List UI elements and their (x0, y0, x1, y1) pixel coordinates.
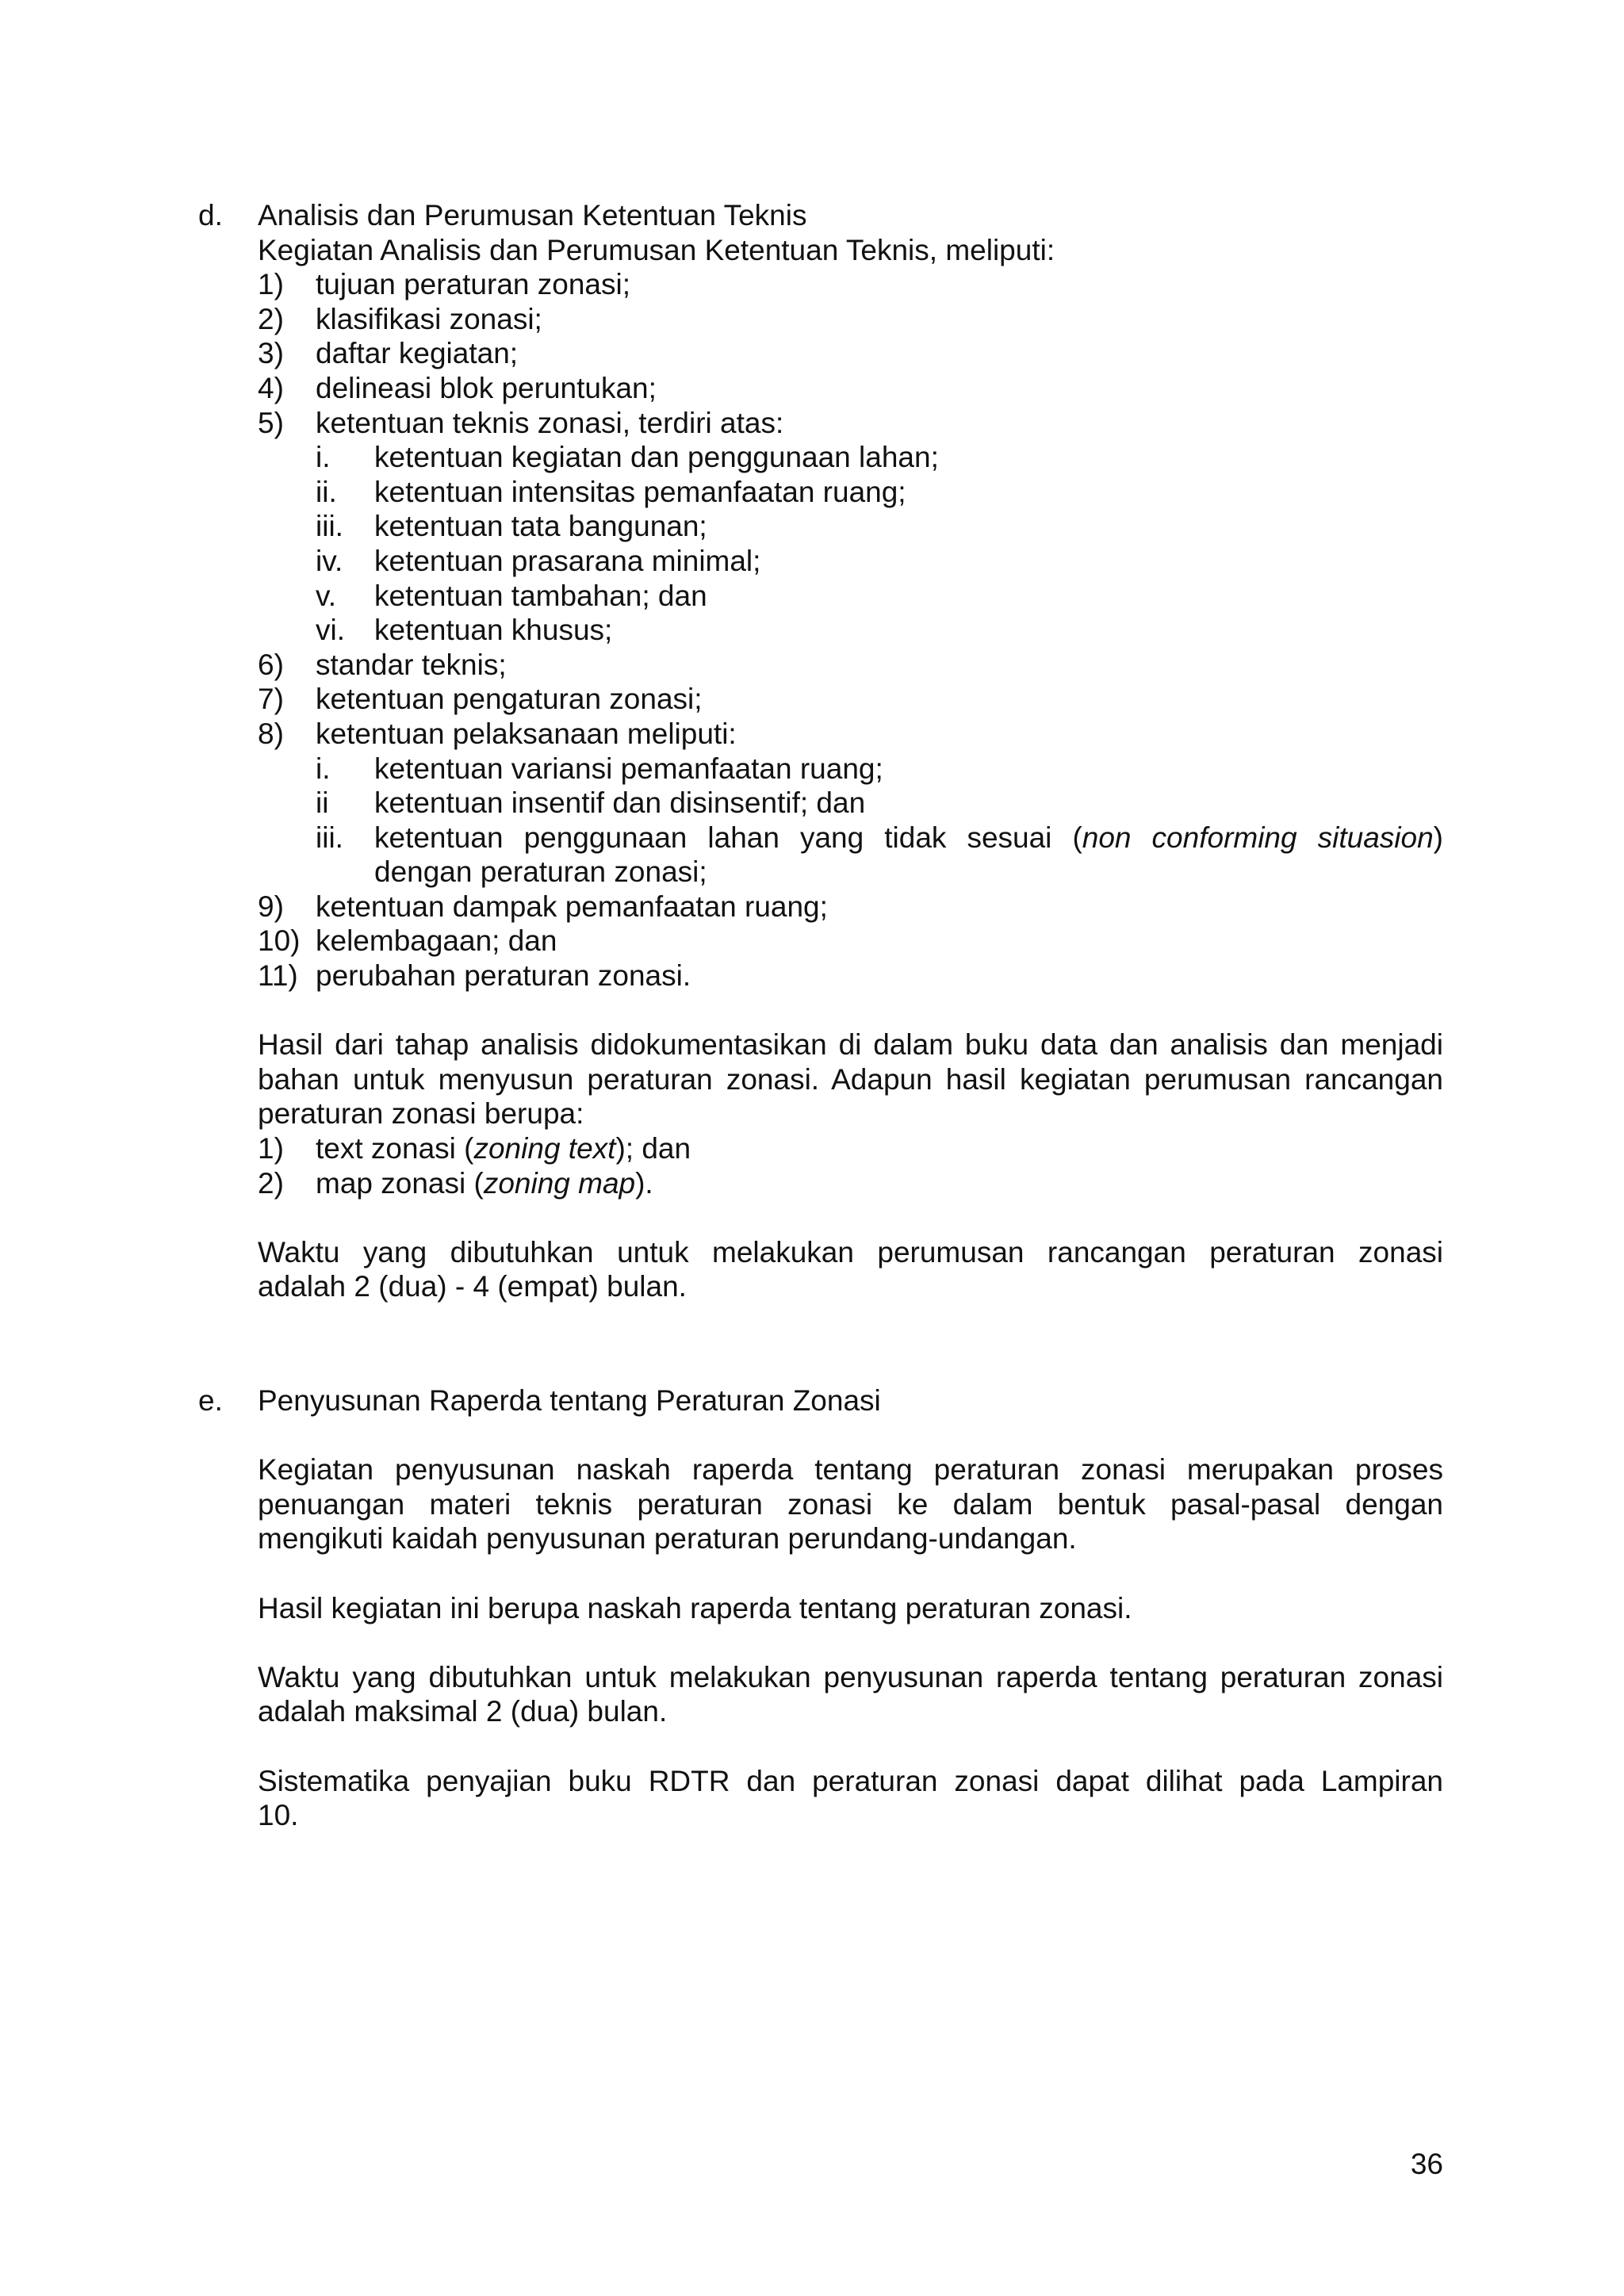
spacer (258, 1625, 1443, 1660)
sub-list-item (258, 579, 1443, 614)
paragraph-line: bahan untuk menyusun peraturan zonasi. Adapun hasil kegiatan perumusan rancangan (258, 1062, 1443, 1096)
paragraph-line: Waktu yang dibutuhkan untuk melakukan perumusan rancangan peraturan zonasi (258, 1235, 1443, 1269)
item-text: ketentuan teknis zonasi, terdiri atas: (316, 406, 784, 439)
sub-list-item (258, 475, 1443, 510)
item-number: 6) (258, 648, 284, 681)
item-text: standar teknis; (316, 648, 507, 681)
list-item (258, 1166, 1443, 1201)
spacer (258, 1729, 1443, 1764)
italic-term: zoning text (473, 1132, 616, 1165)
sub-item-text: ketentuan kegiatan dan penggunaan lahan; (374, 441, 939, 474)
item-number: 3) (258, 337, 284, 370)
list-item (258, 959, 1443, 993)
section-d-body (258, 198, 1443, 1304)
item-text: ketentuan pengaturan zonasi; (316, 683, 703, 716)
sub-item-text: ketentuan intensitas pemanfaatan ruang; (374, 475, 906, 508)
paragraph-line: Sistematika penyajian buku RDTR dan peraturan zonasi dapat dilihat pada Lampiran (258, 1764, 1443, 1797)
sub-item-text: ketentuan variansi pemanfaatan ruang; (374, 752, 883, 785)
list-item (258, 267, 1443, 302)
item-text: tujuan peraturan zonasi; (316, 268, 630, 301)
paragraph-line: penuangan materi teknis peraturan zonasi ke dalam bentuk pasal-pasal dengan (258, 1487, 1443, 1521)
list-item (258, 717, 1443, 752)
item-number: 10) (258, 924, 301, 958)
section-d-title: Analisis dan Perumusan Ketentuan Teknis (258, 199, 807, 232)
sub-item-number: iii. (316, 510, 343, 543)
sub-item-text-line2: dengan peraturan zonasi; (374, 855, 707, 889)
sub-item-number: ii. (316, 475, 337, 508)
item-number: 4) (258, 371, 284, 404)
section-e-body (258, 1383, 1443, 1833)
sub-item-number: ii (316, 786, 329, 820)
sub-item-text: ketentuan khusus; (374, 614, 613, 647)
section-d-letter: d. (198, 199, 223, 232)
section-e-letter: e. (198, 1384, 223, 1417)
sub-item-text: ketentuan tata bangunan; (374, 510, 707, 543)
sub-list-item (258, 440, 1443, 475)
list-item (258, 371, 1443, 406)
paragraph-line: Hasil kegiatan ini berupa naskah raperda tentang peraturan zonasi. (258, 1591, 1132, 1624)
spacer (258, 993, 1443, 1028)
item-number: 5) (258, 406, 284, 439)
sub-list-item (258, 544, 1443, 579)
italic-term: zoning map (483, 1166, 636, 1200)
item-number: 8) (258, 717, 284, 750)
sub-item-number: iv. (316, 544, 343, 577)
sub-item-text: ketentuan tambahan; dan (374, 579, 707, 612)
item-number: 11) (258, 959, 298, 993)
spacer (258, 1556, 1443, 1591)
sub-item-number: i. (316, 441, 331, 474)
item-text: kelembagaan; dan (316, 924, 557, 958)
list-item (258, 302, 1443, 337)
section-d-intro: Kegiatan Analisis dan Perumusan Ketentuan Teknis, meliputi: (258, 233, 1055, 266)
sub-list-item (258, 821, 1443, 890)
list-item (258, 406, 1443, 441)
sub-item-text: ketentuan prasarana minimal; (374, 544, 761, 577)
paragraph-line: Hasil dari tahap analisis didokumentasikan di dalam buku data dan analisis dan menjadi (258, 1028, 1443, 1062)
spacer (258, 1418, 1443, 1453)
paragraph-line: Kegiatan penyusunan naskah raperda tentang peraturan zonasi merupakan proses (258, 1453, 1443, 1487)
sub-list-item (258, 786, 1443, 821)
list-item (258, 890, 1443, 924)
item-text: text zonasi (zoning text); dan (316, 1132, 691, 1165)
item-text: klasifikasi zonasi; (316, 302, 542, 335)
sub-item-number: i. (316, 752, 331, 785)
paragraph-line: peraturan zonasi berupa: (258, 1097, 584, 1131)
item-text: map zonasi (zoning map). (316, 1166, 653, 1200)
paragraph-line: adalah maksimal 2 (dua) bulan. (258, 1695, 668, 1728)
item-number: 2) (258, 302, 284, 335)
sub-list-item (258, 509, 1443, 544)
item-text: perubahan peraturan zonasi. (316, 959, 691, 993)
sub-item-number: iii. (316, 821, 343, 854)
sub-item-text-line1: ketentuan penggunaan lahan yang tidak sesuai (non conforming situasion) (374, 821, 1443, 854)
list-item (258, 682, 1443, 717)
italic-term: non conforming situasion (1082, 821, 1434, 854)
sub-item-text (374, 821, 1443, 890)
item-number: 9) (258, 890, 284, 923)
spacer (258, 1200, 1443, 1235)
list-item (258, 924, 1443, 959)
item-text: ketentuan pelaksanaan meliputi: (316, 717, 737, 750)
item-text: delineasi blok peruntukan; (316, 371, 657, 404)
paragraph-line: mengikuti kaidah penyusunan peraturan perundang-undangan. (258, 1522, 1077, 1556)
paragraph-line: 10. (258, 1799, 299, 1832)
item-number: 1) (258, 1132, 284, 1165)
item-text: ketentuan dampak pemanfaatan ruang; (316, 890, 828, 923)
sub-list-item (258, 613, 1443, 648)
sub-item-number: vi. (316, 614, 345, 647)
item-text: daftar kegiatan; (316, 337, 519, 370)
paragraph-line: Waktu yang dibutuhkan untuk melakukan penyusunan raperda tentang peraturan zonasi (258, 1660, 1443, 1693)
list-item (258, 648, 1443, 683)
sub-item-text: ketentuan insentif dan disinsentif; dan (374, 786, 866, 820)
list-item (258, 1131, 1443, 1166)
page-number: 36 (1410, 2148, 1443, 2180)
paragraph-line: adalah 2 (dua) - 4 (empat) bulan. (258, 1270, 687, 1303)
section-e-title: Penyusunan Raperda tentang Peraturan Zonasi (258, 1384, 881, 1417)
item-number: 2) (258, 1166, 284, 1200)
sub-list-item (258, 752, 1443, 786)
item-number: 7) (258, 683, 284, 716)
list-item (258, 336, 1443, 371)
item-number: 1) (258, 268, 284, 301)
sub-item-number: v. (316, 579, 337, 612)
